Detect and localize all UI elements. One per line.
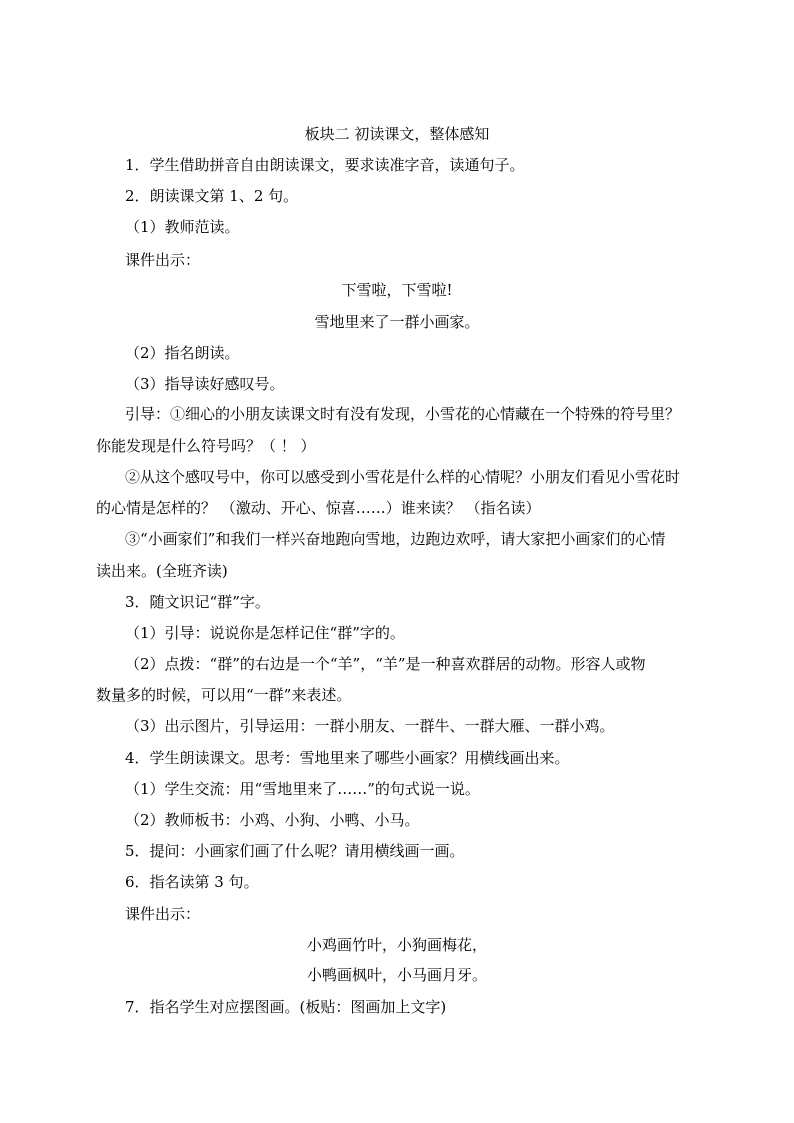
- paragraph-line: 课件出示：: [125, 251, 201, 269]
- paragraph-line: （1）学生交流：用“雪地里来了……”的句式说一说。: [125, 780, 480, 798]
- paragraph-line: （2）点拨：“群”的右边是一个“羊”，“羊”是一种喜欢群居的动物。形容人或物: [125, 655, 646, 673]
- paragraph-line: 1．学生借助拼音自由朗读课文，要求读准字音，读通句子。: [125, 156, 525, 174]
- paragraph-line: （2）教师板书：小鸡、小狗、小鸭、小马。: [125, 811, 420, 829]
- paragraph-line: 6．指名读第 3 句。: [125, 873, 259, 891]
- section-heading: 板块二 初读课文，整体感知: [304, 125, 490, 143]
- paragraph-line: ③“小画家们”和我们一样兴奋地跑向雪地，边跑边欢呼，请大家把小画家们的心情: [125, 530, 666, 548]
- quoted-text-line: 小鸡画竹叶，小狗画梅花，: [306, 936, 487, 954]
- paragraph-line: 3．随文识记“群”字。: [125, 593, 270, 611]
- paragraph-line: ②从这个感叹号中，你可以感受到小雪花是什么样的心情呢？小朋友们看见小雪花时: [125, 468, 681, 486]
- paragraph-line: （1）教师范读。: [125, 218, 240, 236]
- quoted-text-line: 下雪啦，下雪啦!: [341, 281, 453, 299]
- quoted-text-line: 小鸭画枫叶，小马画月牙。: [306, 966, 487, 984]
- paragraph-line: 数量多的时候，可以用“一群”来表述。: [96, 686, 352, 704]
- paragraph-line: 引导：①细心的小朋友读课文时有没有发现，小雪花的心情藏在一个特殊的符号里？: [125, 405, 681, 423]
- paragraph-line: （2）指名朗读。: [125, 344, 240, 362]
- paragraph-line: 5．提问：小画家们画了什么呢？请用横线画一画。: [125, 842, 465, 860]
- paragraph-line: 2．朗读课文第 1、2 句。: [125, 187, 299, 205]
- paragraph-line: （3）指导读好感叹号。: [125, 375, 285, 393]
- paragraph-line: 4．学生朗读课文。思考：雪地里来了哪些小画家？用横线画出来。: [125, 749, 570, 767]
- paragraph-line: 你能发现是什么符号吗？（ ！ ）: [96, 437, 316, 455]
- paragraph-line: （3）出示图片，引导运用：一群小朋友、一群牛、一群大雁、一群小鸡。: [125, 717, 615, 735]
- paragraph-line: 课件出示：: [125, 905, 201, 923]
- quoted-text-line: 雪地里来了一群小画家。: [314, 313, 480, 331]
- paragraph-line: 读出来。(全班齐读): [96, 562, 228, 580]
- paragraph-line: （1）引导：说说你是怎样记住“群”字的。: [125, 624, 405, 642]
- paragraph-line: 7．指名学生对应摆图画。(板贴：图画加上文字): [125, 998, 447, 1016]
- paragraph-line: 的心情是怎样的？ （激动、开心、惊喜……）谁来读？ （指名读）: [96, 499, 541, 517]
